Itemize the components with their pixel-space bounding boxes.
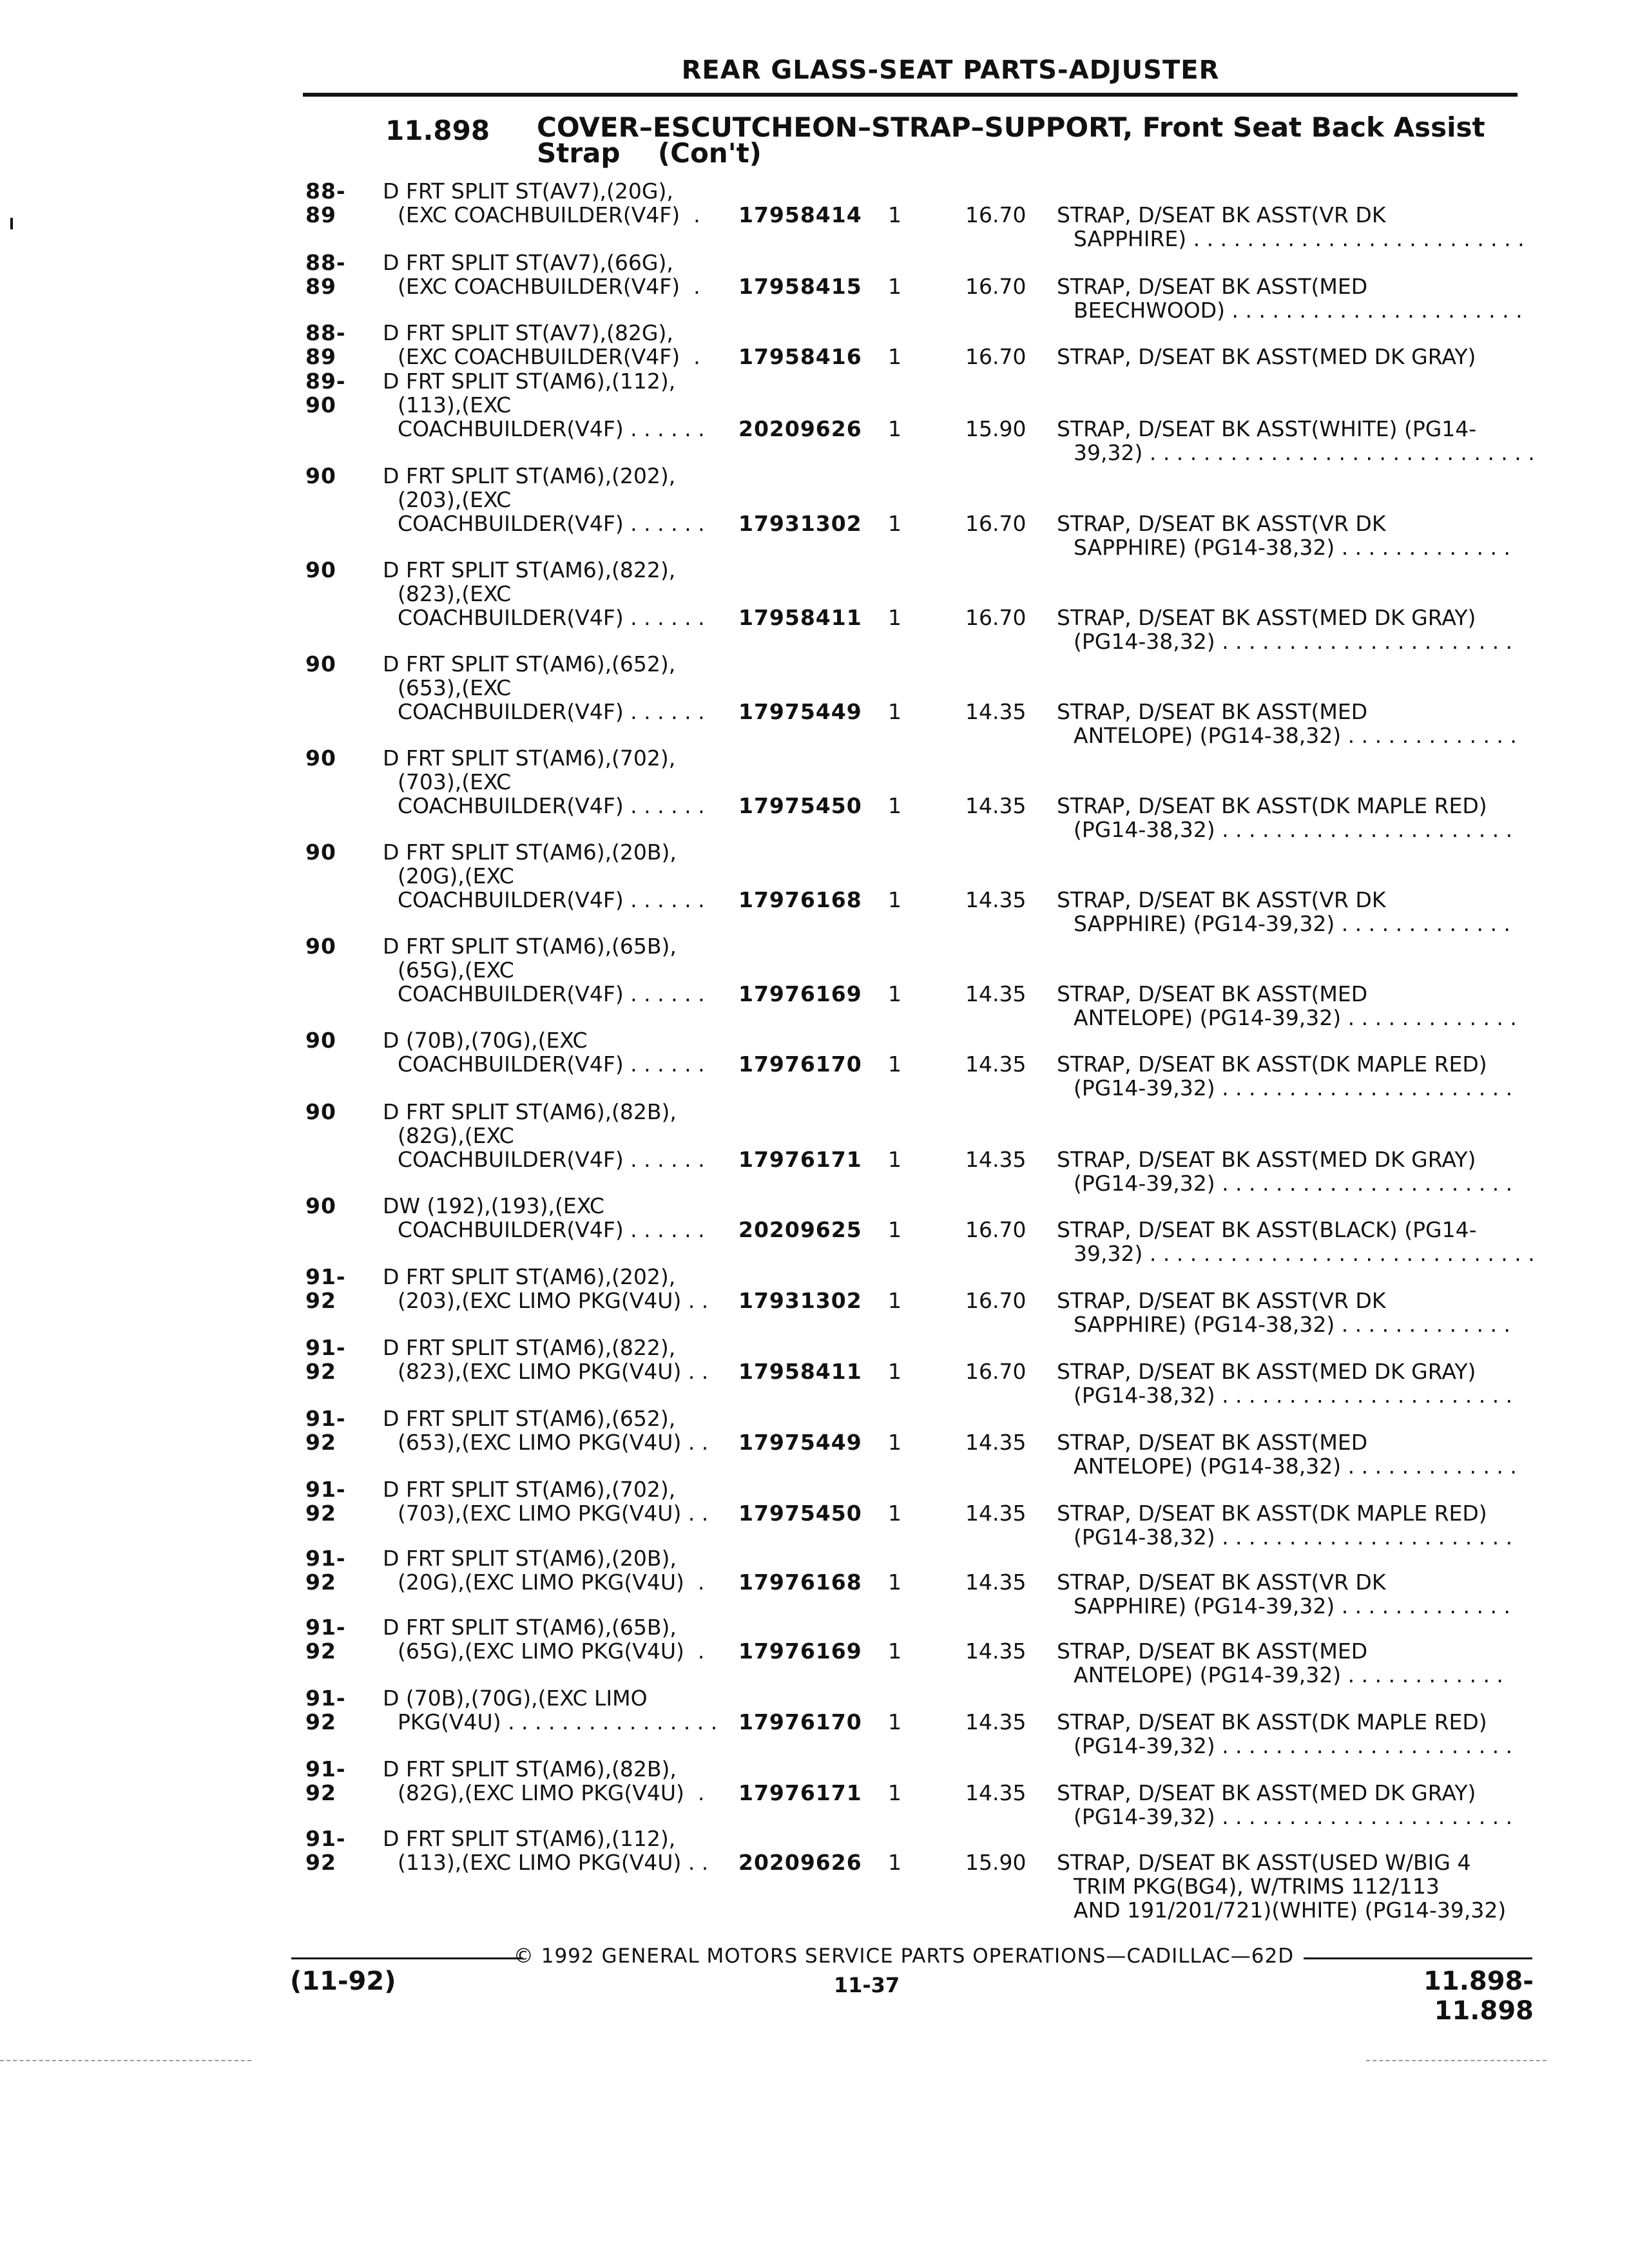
usage-description-line: COACHBUILDER(V4F) . . . . . .	[398, 1052, 705, 1077]
part-number: 17975449	[738, 699, 862, 724]
usage-description-line: D FRT SPLIT ST(AM6),(112),	[383, 1826, 676, 1851]
quantity: 1	[888, 274, 901, 299]
part-name-line: (PG14-39,32) . . . . . . . . . . . . . . . . . . . . . .	[1074, 1171, 1513, 1196]
price: 16.70	[965, 1359, 1027, 1384]
page-header: REAR GLASS-SEAT PARTS-ADJUSTER	[681, 55, 1220, 85]
part-number: 17958411	[738, 605, 862, 630]
usage-description-line: D (70B),(70G),(EXC	[383, 1028, 588, 1053]
part-name-line: STRAP, D/SEAT BK ASST(DK MAPLE RED)	[1057, 1052, 1487, 1077]
quantity: 1	[888, 1570, 901, 1595]
footer-rule-left	[291, 1957, 523, 1959]
usage-description	[383, 1194, 731, 1242]
usage-description	[383, 179, 731, 227]
usage-description	[383, 1827, 731, 1874]
usage-description-line: D FRT SPLIT ST(AM6),(65B),	[383, 934, 677, 959]
usage-description-line: (20G),(EXC	[398, 863, 514, 889]
usage-description-line: D FRT SPLIT ST(AV7),(66G),	[383, 250, 673, 275]
part-name-line: BEECHWOOD) . . . . . . . . . . . . . . . . . . . . . .	[1074, 298, 1523, 323]
part-name-line: STRAP, D/SEAT BK ASST(MED DK GRAY)	[1057, 1359, 1476, 1384]
part-name-line: STRAP, D/SEAT BK ASST(BLACK) (PG14-	[1057, 1217, 1477, 1242]
quantity: 1	[888, 1359, 901, 1384]
part-name-line: AND 191/201/721)(WHITE) (PG14-39,32)	[1074, 1898, 1507, 1923]
part-number: 17976170	[738, 1709, 862, 1735]
part-name-line: SAPPHIRE) (PG14-39,32) . . . . . . . . . . . . .	[1074, 1593, 1510, 1619]
footer-date-code: (11-92)	[290, 1966, 396, 1996]
header-rule	[303, 93, 1518, 97]
usage-description	[383, 746, 731, 818]
price: 16.70	[965, 274, 1027, 299]
usage-description-line: (EXC COACHBUILDER(V4F) .	[398, 202, 700, 227]
part-name-line: 39,32) . . . . . . . . . . . . . . . . . . . . . . . . . . . . .	[1074, 440, 1535, 465]
part-name-line: STRAP, D/SEAT BK ASST(MED	[1057, 274, 1368, 299]
model-year: 91-92	[305, 1686, 346, 1735]
part-name-line: ANTELOPE) (PG14-38,32) . . . . . . . . . . . . .	[1074, 723, 1517, 748]
price: 16.70	[965, 1288, 1027, 1313]
part-name-line: STRAP, D/SEAT BK ASST(MED	[1057, 981, 1368, 1006]
usage-description	[383, 652, 731, 724]
usage-description-line: D FRT SPLIT ST(AM6),(202),	[383, 1264, 676, 1289]
part-name	[1057, 1850, 1521, 1922]
part-name	[1057, 1710, 1521, 1758]
section-number: 11.898	[385, 115, 490, 146]
part-name-line: (PG14-39,32) . . . . . . . . . . . . . . . . . . . . . .	[1074, 1804, 1513, 1829]
quantity: 1	[888, 1780, 901, 1805]
part-name-line: SAPPHIRE) (PG14-38,32) . . . . . . . . . . . . .	[1074, 535, 1510, 560]
usage-description	[383, 321, 731, 369]
usage-description	[383, 934, 731, 1006]
part-name-line: STRAP, D/SEAT BK ASST(USED W/BIG 4	[1057, 1850, 1471, 1875]
quantity: 1	[888, 699, 901, 724]
model-year: 91-92	[305, 1546, 346, 1595]
part-number: 17976168	[738, 887, 862, 912]
price: 14.35	[965, 1709, 1027, 1735]
part-name-line: (PG14-38,32) . . . . . . . . . . . . . . . . . . . . . .	[1074, 817, 1513, 842]
usage-description-line: (EXC COACHBUILDER(V4F) .	[398, 344, 700, 369]
usage-description-line: COACHBUILDER(V4F) . . . . . .	[398, 793, 705, 818]
part-name-line: (PG14-38,32) . . . . . . . . . . . . . . . . . . . . . .	[1074, 1383, 1513, 1408]
usage-description-line: (653),(EXC	[398, 675, 512, 700]
usage-description-line: (203),(EXC LIMO PKG(V4U) . .	[398, 1288, 709, 1313]
part-number: 20209626	[738, 416, 862, 441]
part-number: 17958414	[738, 202, 862, 227]
usage-description-line: (20G),(EXC LIMO PKG(V4U) .	[398, 1570, 705, 1595]
part-name-line: STRAP, D/SEAT BK ASST(VR DK	[1057, 202, 1386, 227]
quantity: 1	[888, 511, 901, 536]
part-name-line: (PG14-39,32) . . . . . . . . . . . . . . . . . . . . . .	[1074, 1075, 1513, 1100]
price: 14.35	[965, 1147, 1027, 1172]
part-number: 20209626	[738, 1850, 862, 1875]
part-name	[1057, 1570, 1521, 1618]
part-name	[1057, 700, 1521, 747]
usage-description-line: (113),(EXC	[398, 392, 512, 418]
part-name-line: STRAP, D/SEAT BK ASST(MED	[1057, 1639, 1368, 1664]
model-year: 90	[305, 1099, 336, 1124]
price: 16.70	[965, 511, 1027, 536]
usage-description	[383, 1477, 731, 1525]
usage-description	[383, 1265, 731, 1312]
quantity: 1	[888, 202, 901, 227]
part-name-line: STRAP, D/SEAT BK ASST(DK MAPLE RED)	[1057, 793, 1487, 818]
usage-description-line: D (70B),(70G),(EXC LIMO	[383, 1686, 648, 1711]
part-name-line: STRAP, D/SEAT BK ASST(DK MAPLE RED)	[1057, 1501, 1487, 1526]
part-number: 17958416	[738, 344, 862, 369]
price: 16.70	[965, 1217, 1027, 1242]
usage-description-line: D FRT SPLIT ST(AM6),(652),	[383, 651, 676, 677]
usage-description-line: COACHBUILDER(V4F) . . . . . .	[398, 416, 705, 441]
part-name	[1057, 606, 1521, 653]
part-number: 17975450	[738, 793, 862, 818]
part-name-line: STRAP, D/SEAT BK ASST(MED DK GRAY)	[1057, 1147, 1476, 1172]
price: 16.70	[965, 605, 1027, 630]
part-name	[1057, 1052, 1521, 1100]
usage-description-line: D FRT SPLIT ST(AM6),(82B),	[383, 1099, 677, 1124]
part-name	[1057, 1781, 1521, 1829]
usage-description-line: COACHBUILDER(V4F) . . . . . .	[398, 1217, 705, 1242]
part-number: 17976169	[738, 981, 862, 1006]
usage-description	[383, 1028, 731, 1076]
part-number: 17975450	[738, 1501, 862, 1526]
part-name-line: (PG14-39,32) . . . . . . . . . . . . . . . . . . . . . .	[1074, 1733, 1513, 1758]
part-number: 17976171	[738, 1147, 862, 1172]
model-year: 90	[305, 1193, 336, 1218]
usage-description-line: COACHBUILDER(V4F) . . . . . .	[398, 605, 705, 630]
usage-description-line: D FRT SPLIT ST(AM6),(20B),	[383, 840, 677, 865]
part-name	[1057, 1430, 1521, 1478]
model-year: 91-92	[305, 1826, 346, 1875]
quantity: 1	[888, 1430, 901, 1455]
price: 14.35	[965, 1501, 1027, 1526]
quantity: 1	[888, 1288, 901, 1313]
part-number: 17976170	[738, 1052, 862, 1077]
part-name-line: (PG14-38,32) . . . . . . . . . . . . . . . . . . . . . .	[1074, 1524, 1513, 1550]
usage-description-line: (EXC COACHBUILDER(V4F) .	[398, 274, 700, 299]
part-name	[1057, 1289, 1521, 1336]
usage-description-line: D FRT SPLIT ST(AM6),(202),	[383, 463, 676, 488]
footer-page-number: 11-37	[833, 1973, 900, 1997]
part-name-line: ANTELOPE) (PG14-39,32) . . . . . . . . . . . . .	[1074, 1005, 1517, 1030]
part-number: 17976169	[738, 1639, 862, 1664]
part-name	[1057, 512, 1521, 559]
section-title-line-1: COVER–ESCUTCHEON–STRAP–SUPPORT, Front Seat Back Assist	[537, 111, 1485, 143]
model-year: 91-92	[305, 1264, 346, 1313]
part-number: 20209625	[738, 1217, 862, 1242]
usage-description	[383, 1686, 731, 1734]
model-year: 90	[305, 840, 336, 865]
usage-description	[383, 1757, 731, 1805]
usage-description-line: (65G),(EXC	[398, 957, 514, 983]
part-number: 17931302	[738, 1288, 862, 1313]
quantity: 1	[888, 1709, 901, 1735]
part-name-line: 39,32) . . . . . . . . . . . . . . . . . . . . . . . . . . . . .	[1074, 1241, 1535, 1266]
price: 14.35	[965, 1780, 1027, 1805]
model-year: 88-89	[305, 250, 346, 299]
usage-description	[383, 1336, 731, 1383]
part-name	[1057, 416, 1535, 465]
usage-description-line: COACHBUILDER(V4F) . . . . . .	[398, 1147, 705, 1172]
usage-description-line: COACHBUILDER(V4F) . . . . . .	[398, 981, 705, 1006]
usage-description-line: (823),(EXC	[398, 581, 512, 606]
part-name-line: STRAP, D/SEAT BK ASST(MED	[1057, 1430, 1368, 1455]
usage-description-line: D FRT SPLIT ST(AM6),(20B),	[383, 1546, 677, 1571]
usage-description	[383, 1546, 731, 1594]
usage-description	[383, 558, 731, 629]
part-name-line: TRIM PKG(BG4), W/TRIMS 112/113	[1074, 1874, 1440, 1899]
part-name	[1057, 1148, 1521, 1195]
usage-description	[383, 1100, 731, 1171]
part-name-line: STRAP, D/SEAT BK ASST(MED	[1057, 699, 1368, 724]
section-title-line-2: Strap (Con't)	[537, 137, 762, 169]
model-year: 91-92	[305, 1756, 346, 1805]
part-name	[1057, 982, 1521, 1030]
usage-description-line: (65G),(EXC LIMO PKG(V4U) .	[398, 1639, 705, 1664]
price: 16.70	[965, 202, 1027, 227]
price: 14.35	[965, 699, 1027, 724]
price: 14.35	[965, 887, 1027, 912]
scan-artifact-line-right	[1366, 2060, 1547, 2061]
usage-description	[383, 1407, 731, 1454]
quantity: 1	[888, 1217, 901, 1242]
model-year: 91-92	[305, 1335, 346, 1384]
footer-copyright: © 1992 GENERAL MOTORS SERVICE PARTS OPERATIONS—CADILLAC—62D	[513, 1945, 1295, 1968]
usage-description-line: D FRT SPLIT ST(AM6),(822),	[383, 1335, 676, 1360]
usage-description-line: D FRT SPLIT ST(AM6),(112),	[383, 369, 676, 394]
quantity: 1	[888, 1501, 901, 1526]
price: 16.70	[965, 344, 1027, 369]
part-number: 17958411	[738, 1359, 862, 1384]
quantity: 1	[888, 1639, 901, 1664]
usage-description-line: DW (192),(193),(EXC	[383, 1193, 604, 1218]
model-year: 89-90	[305, 369, 346, 418]
usage-description-line: (703),(EXC	[398, 769, 512, 794]
quantity: 1	[888, 1850, 901, 1875]
price: 15.90	[965, 416, 1027, 441]
model-year: 88-89	[305, 320, 346, 369]
price: 14.35	[965, 1570, 1027, 1595]
model-year: 90	[305, 651, 336, 677]
model-year: 91-92	[305, 1477, 346, 1526]
usage-description-line: D FRT SPLIT ST(AV7),(82G),	[383, 320, 673, 345]
part-name-line: SAPPHIRE) . . . . . . . . . . . . . . . . . . . . . . . . .	[1074, 226, 1525, 251]
part-name	[1057, 345, 1521, 369]
usage-description	[383, 369, 731, 441]
section-title	[537, 111, 1490, 169]
part-name-line: STRAP, D/SEAT BK ASST(MED DK GRAY)	[1057, 605, 1476, 630]
model-year: 90	[305, 557, 336, 582]
part-number: 17976168	[738, 1570, 862, 1595]
model-year: 90	[305, 1028, 336, 1053]
usage-description-line: (203),(EXC	[398, 487, 512, 512]
part-name-line: STRAP, D/SEAT BK ASST(MED DK GRAY)	[1057, 344, 1476, 369]
scan-artifact-line-left	[0, 2060, 251, 2061]
part-name	[1057, 888, 1521, 936]
usage-description-line: D FRT SPLIT ST(AM6),(822),	[383, 557, 676, 582]
part-name-line: STRAP, D/SEAT BK ASST(VR DK	[1057, 511, 1386, 536]
usage-description	[383, 840, 731, 912]
usage-description	[383, 464, 731, 535]
quantity: 1	[888, 1052, 901, 1077]
part-name	[1057, 1360, 1521, 1407]
price: 14.35	[965, 1430, 1027, 1455]
part-name	[1057, 202, 1525, 251]
usage-description-line: (82G),(EXC LIMO PKG(V4U) .	[398, 1780, 705, 1805]
usage-description-line: COACHBUILDER(V4F) . . . . . .	[398, 511, 705, 536]
model-year: 90	[305, 745, 336, 771]
model-year: 88-89	[305, 178, 346, 227]
quantity: 1	[888, 605, 901, 630]
price: 14.35	[965, 1639, 1027, 1664]
part-name	[1057, 1501, 1521, 1549]
part-name	[1057, 1639, 1521, 1687]
quantity: 1	[888, 887, 901, 912]
part-name-line: STRAP, D/SEAT BK ASST(DK MAPLE RED)	[1057, 1709, 1487, 1735]
usage-description-line: (653),(EXC LIMO PKG(V4U) . .	[398, 1430, 709, 1455]
model-year: 90	[305, 463, 336, 488]
quantity: 1	[888, 981, 901, 1006]
price: 15.90	[965, 1850, 1027, 1875]
usage-description-line: D FRT SPLIT ST(AV7),(20G),	[383, 178, 673, 204]
part-name-line: ANTELOPE) (PG14-39,32) . . . . . . . . . . . .	[1074, 1662, 1503, 1687]
part-name-line: STRAP, D/SEAT BK ASST(WHITE) (PG14-	[1057, 416, 1477, 441]
usage-description-line: D FRT SPLIT ST(AM6),(702),	[383, 1477, 676, 1502]
part-name-line: ANTELOPE) (PG14-38,32) . . . . . . . . . . . . .	[1074, 1454, 1517, 1479]
part-number: 17958415	[738, 274, 862, 299]
quantity: 1	[888, 416, 901, 441]
usage-description-line: D FRT SPLIT ST(AM6),(702),	[383, 745, 676, 771]
part-name-line: (PG14-38,32) . . . . . . . . . . . . . . . . . . . . . .	[1074, 629, 1513, 654]
usage-description-line: (823),(EXC LIMO PKG(V4U) . .	[398, 1359, 709, 1384]
usage-description-line: (113),(EXC LIMO PKG(V4U) . .	[398, 1850, 709, 1875]
part-name	[1057, 794, 1521, 841]
part-name-line: SAPPHIRE) (PG14-39,32) . . . . . . . . . . . . .	[1074, 911, 1510, 936]
part-number: 17931302	[738, 511, 862, 536]
usage-description-line: D FRT SPLIT ST(AM6),(82B),	[383, 1756, 677, 1782]
margin-mark	[10, 218, 13, 229]
price: 14.35	[965, 981, 1027, 1006]
usage-description-line: D FRT SPLIT ST(AM6),(652),	[383, 1406, 676, 1431]
part-number: 17975449	[738, 1430, 862, 1455]
usage-description-line: (703),(EXC LIMO PKG(V4U) . .	[398, 1501, 709, 1526]
quantity: 1	[888, 793, 901, 818]
part-name	[1057, 1217, 1535, 1266]
footer-section-range: 11.898-11.898	[1423, 1966, 1534, 2026]
part-name-line: SAPPHIRE) (PG14-38,32) . . . . . . . . . . . . .	[1074, 1312, 1510, 1337]
part-number: 17976171	[738, 1780, 862, 1805]
part-name-line: STRAP, D/SEAT BK ASST(VR DK	[1057, 1288, 1386, 1313]
part-name-line: STRAP, D/SEAT BK ASST(MED DK GRAY)	[1057, 1780, 1476, 1805]
usage-description-line: (82G),(EXC	[398, 1123, 514, 1148]
usage-description-line: PKG(V4U) . . . . . . . . . . . . . . . .	[398, 1709, 718, 1735]
model-year: 91-92	[305, 1406, 346, 1455]
usage-description-line: D FRT SPLIT ST(AM6),(65B),	[383, 1615, 677, 1640]
usage-description	[383, 251, 731, 298]
price: 14.35	[965, 793, 1027, 818]
part-name-line: STRAP, D/SEAT BK ASST(VR DK	[1057, 887, 1386, 912]
footer-rule-right	[1304, 1957, 1532, 1959]
usage-description	[383, 1615, 731, 1663]
usage-description-line: COACHBUILDER(V4F) . . . . . .	[398, 887, 705, 912]
price: 14.35	[965, 1052, 1027, 1077]
quantity: 1	[888, 1147, 901, 1172]
usage-description-line: COACHBUILDER(V4F) . . . . . .	[398, 699, 705, 724]
quantity: 1	[888, 344, 901, 369]
part-name-line: STRAP, D/SEAT BK ASST(VR DK	[1057, 1570, 1386, 1595]
part-name	[1057, 274, 1521, 322]
model-year: 91-92	[305, 1615, 346, 1664]
model-year: 90	[305, 934, 336, 959]
